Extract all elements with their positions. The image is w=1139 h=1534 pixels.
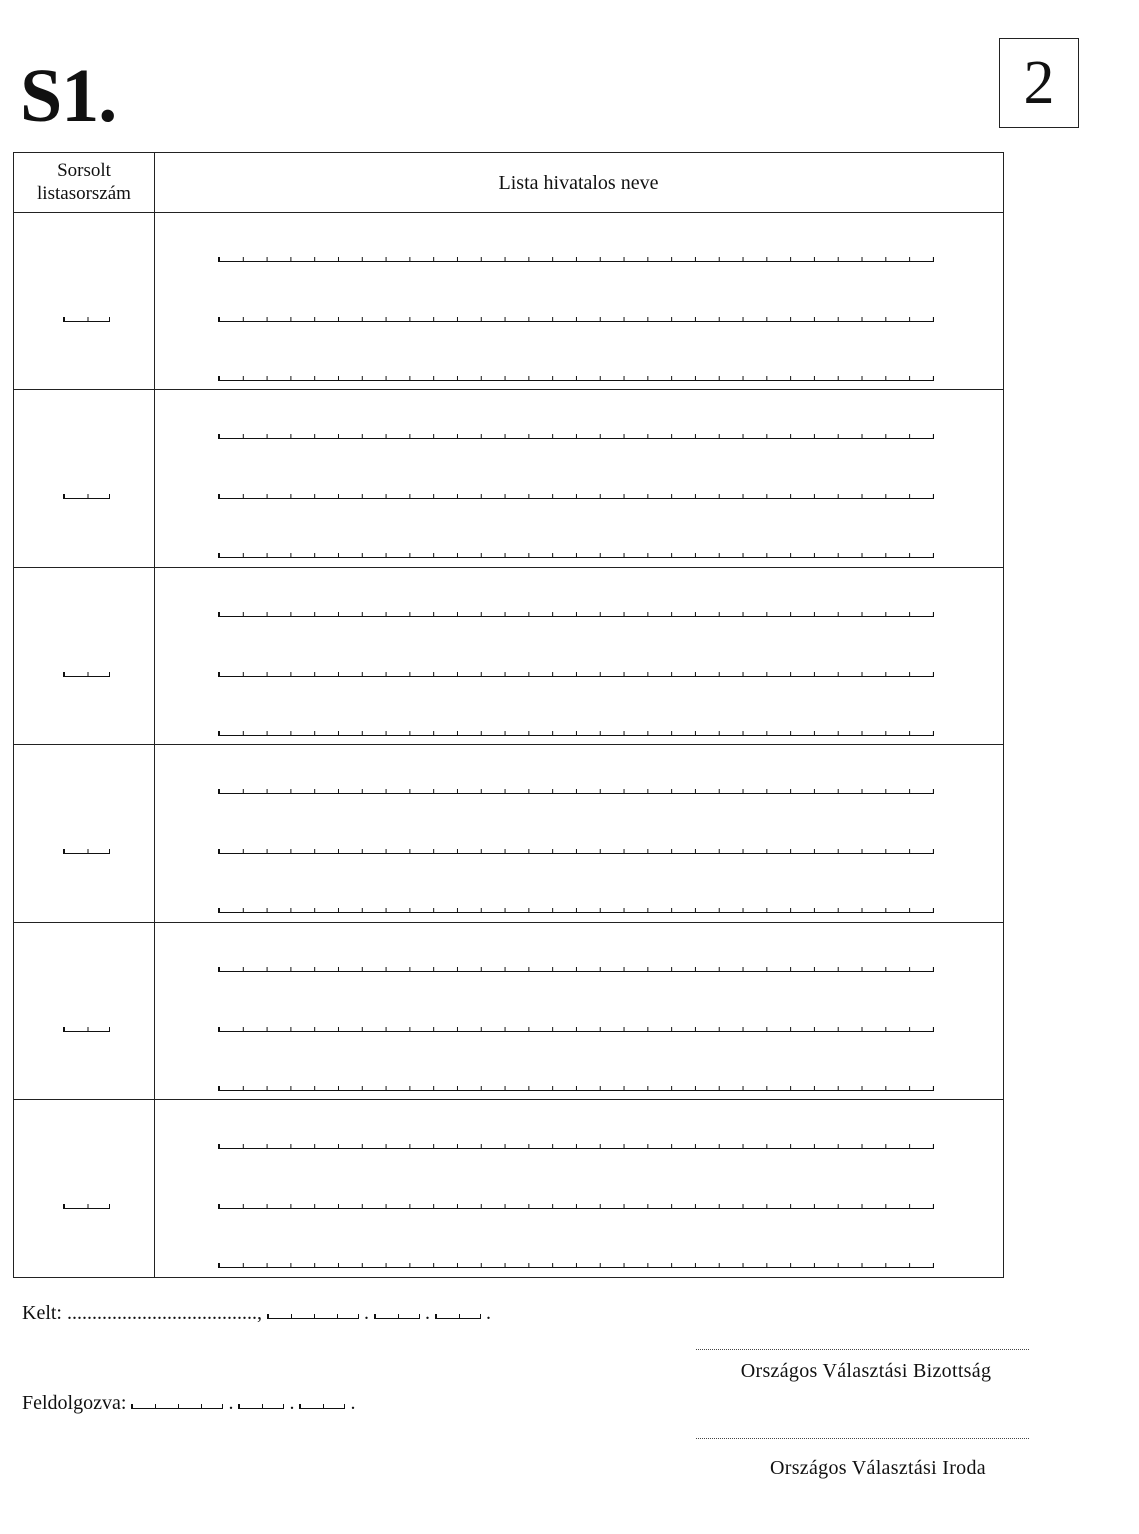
kelt-year-field[interactable] <box>267 1314 359 1319</box>
list-name-field[interactable] <box>218 908 934 913</box>
header-list-number-line2: listasorszám <box>37 183 131 204</box>
page-number-box: 2 <box>999 38 1079 128</box>
list-name-field[interactable] <box>218 1086 934 1091</box>
list-name-field[interactable] <box>218 789 934 794</box>
list-number-field[interactable] <box>63 1027 110 1032</box>
signature-label-ovi: Országos Választási Iroda <box>770 1457 986 1479</box>
list-name-field[interactable] <box>218 434 934 439</box>
table-row <box>14 568 1003 745</box>
table-header <box>14 153 1003 213</box>
table-row <box>14 923 1003 1100</box>
list-name-field[interactable] <box>218 967 934 972</box>
table-row <box>14 390 1003 567</box>
form-code: S1. <box>20 54 117 138</box>
list-name-field[interactable] <box>218 731 934 736</box>
list-name-field[interactable] <box>218 494 934 499</box>
list-name-field[interactable] <box>218 672 934 677</box>
list-name-field[interactable] <box>218 317 934 322</box>
kelt-day-field[interactable] <box>435 1314 481 1319</box>
header-list-number <box>14 159 154 205</box>
list-name-field[interactable] <box>218 612 934 617</box>
table-row <box>14 745 1003 922</box>
signature-label-ovb: Országos Választási Bizottság <box>740 1360 992 1382</box>
list-name-field[interactable] <box>218 1204 934 1209</box>
kelt-label: Kelt: <box>22 1302 62 1324</box>
list-name-field[interactable] <box>218 849 934 854</box>
feldolgozva-day-field[interactable] <box>299 1404 345 1409</box>
list-name-field[interactable] <box>218 376 934 381</box>
list-number-field[interactable] <box>63 849 110 854</box>
signature-line-ovb <box>696 1349 1029 1350</box>
signature-line-ovi <box>696 1438 1029 1439</box>
table-row <box>14 213 1003 390</box>
kelt-place-field[interactable]: ...................................... <box>67 1302 257 1324</box>
list-number-field[interactable] <box>63 494 110 499</box>
list-number-field[interactable] <box>63 317 110 322</box>
list-number-field[interactable] <box>63 672 110 677</box>
header-list-number-line1: Sorsolt <box>57 160 111 181</box>
kelt-month-field[interactable] <box>374 1314 420 1319</box>
feldolgozva-line: Feldolgozva: . . . <box>22 1392 356 1414</box>
list-name-field[interactable] <box>218 1027 934 1032</box>
feldolgozva-year-field[interactable] <box>131 1404 223 1409</box>
list-number-field[interactable] <box>63 1204 110 1209</box>
list-name-field[interactable] <box>218 553 934 558</box>
table-row <box>14 1100 1003 1277</box>
list-name-field[interactable] <box>218 257 934 262</box>
list-table <box>13 152 1004 1278</box>
kelt-line: Kelt: ......................................, . . . <box>22 1302 491 1324</box>
feldolgozva-month-field[interactable] <box>238 1404 284 1409</box>
list-name-field[interactable] <box>218 1263 934 1268</box>
list-name-field[interactable] <box>218 1144 934 1149</box>
feldolgozva-label: Feldolgozva: <box>22 1392 127 1414</box>
header-list-name: Lista hivatalos neve <box>498 172 659 194</box>
